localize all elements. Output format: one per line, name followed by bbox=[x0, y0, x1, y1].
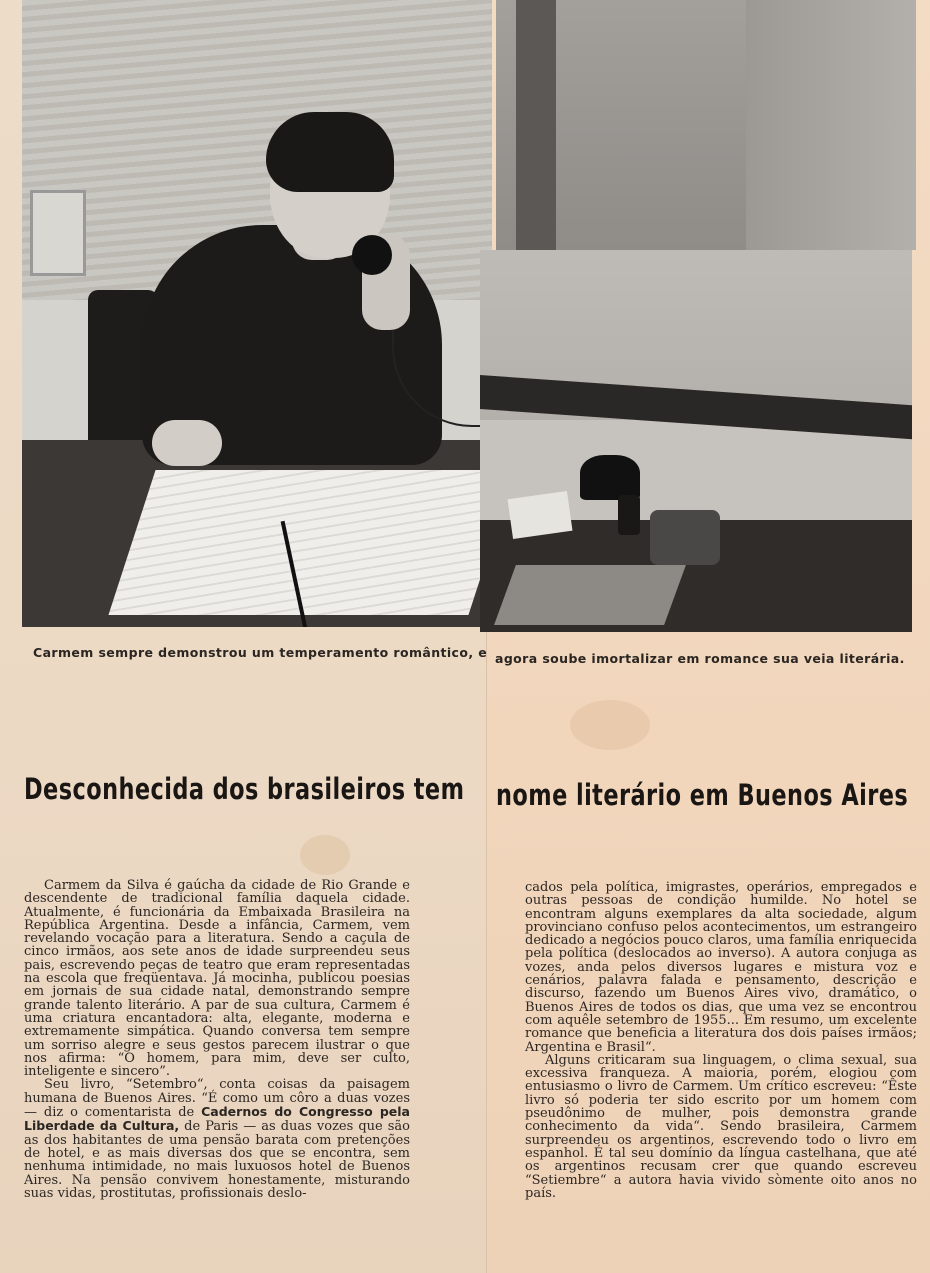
paragraph-text: Seu livro, “Setembro“, conta coisas da paisagem humana de Buenos Aires. “É como um côro a duas vozes — diz o comentarista de bbox=[24, 1077, 410, 1121]
publication-name: Cadernos do Congresso pela Liberdade da Cultura, bbox=[24, 1104, 410, 1134]
paragraph-text: de Paris — as duas vozes que são as dos habitantes de uma pensão barata com pretenções de hotel, e as mais diversas dos que se encontra, sem nenhuma intimidade, no mais luxuosos hotel de Buenos Aires. Na pensão convivem honestamente, misturando suas vidas, prostitutas, profissionais deslo- bbox=[24, 1119, 410, 1201]
photo-caption-left: Carmem sempre demonstrou um temperamento romântico, e bbox=[33, 645, 488, 660]
photo-caption-right: agora soube imortalizar em romance sua veia literária. bbox=[495, 651, 905, 666]
paper-stain bbox=[300, 835, 350, 875]
paragraph bbox=[24, 1078, 410, 1200]
headline-right: nome literário em Buenos Aires bbox=[496, 778, 909, 812]
headline-left: Desconhecida dos brasileiros tem bbox=[24, 772, 465, 806]
paragraph: Alguns criticaram sua linguagem, o clima sexual, sua excessiva franqueza. A maioria, porém, elogiou com entusiasmo o livro de Carmem. Um crítico escreveu: “Êste livro só poderia ter sido escrito por um homem com pseudônimo de mulher, pois demonstra grande conhecimento da vida“. Sendo brasileira, Carmem surpreendeu os argentinos, escrevendo todo o livro em espanhol. É tal seu domínio da língua castelhana, que até os argentinos recusam crer que quando escreveu “Setiembre“ a autora havia vivido sòmente oito anos no país. bbox=[525, 1052, 917, 1201]
photo-woman-on-phone bbox=[22, 0, 492, 627]
photo-office-wall bbox=[496, 0, 916, 250]
paper-stain bbox=[570, 700, 650, 750]
photo-desk-with-phone bbox=[480, 250, 912, 632]
paragraph: cados pela política, imigrastes, operários, empregados e outras pessoas de condição humilde. No hotel se encontram alguns exemplares da alta sociedade, algum provinciano confuso pelos acontecimentos, um estrangeiro dedicado a negócios pouco claros, uma família enriquecida pela política (deslocados ao inverso). A autora conjuga as vozes, anda pelos diversos lugares e mistura voz e cenários, palavra falada e pensamento, descrição e discurso, fazendo um Buenos Aires vivo, dramático, o Buenos Aires de todos os dias, que uma vez se encontrou com aquêle setembro de 1955... Em resumo, um excelente romance que beneficia a literatura dos dois países irmãos; Argentina e Brasil“. bbox=[525, 880, 917, 1055]
paragraph: Carmem da Silva é gaúcha da cidade de Rio Grande e descendente de tradicional família daquela cidade. Atualmente, é funcionária da Embaixada Brasileira na República Argentina. Desde a infância, Carmem, vem revelando vocação para a literatura. Sendo a caçula de cinco irmãos, aos sete anos de idade surpreendeu seus pais, escrevendo peças de teatro que eram representadas na escola que freqüentava. Já mocinha, publicou poesias em jornais de sua cidade natal, demonstrando sempre grande talento literário. A par de sua cultura, Carmem é uma criatura encantadora: alta, elegante, moderna e extremamente simpática. Quando conversa tem sempre um sorriso alegre e seus gestos parecem ilustrar o que nos afirma: “O homem, para mim, deve ser culto, inteligente e sincero”. bbox=[24, 878, 410, 1080]
article-column-right bbox=[525, 881, 917, 1200]
article-column-left bbox=[24, 879, 410, 1200]
